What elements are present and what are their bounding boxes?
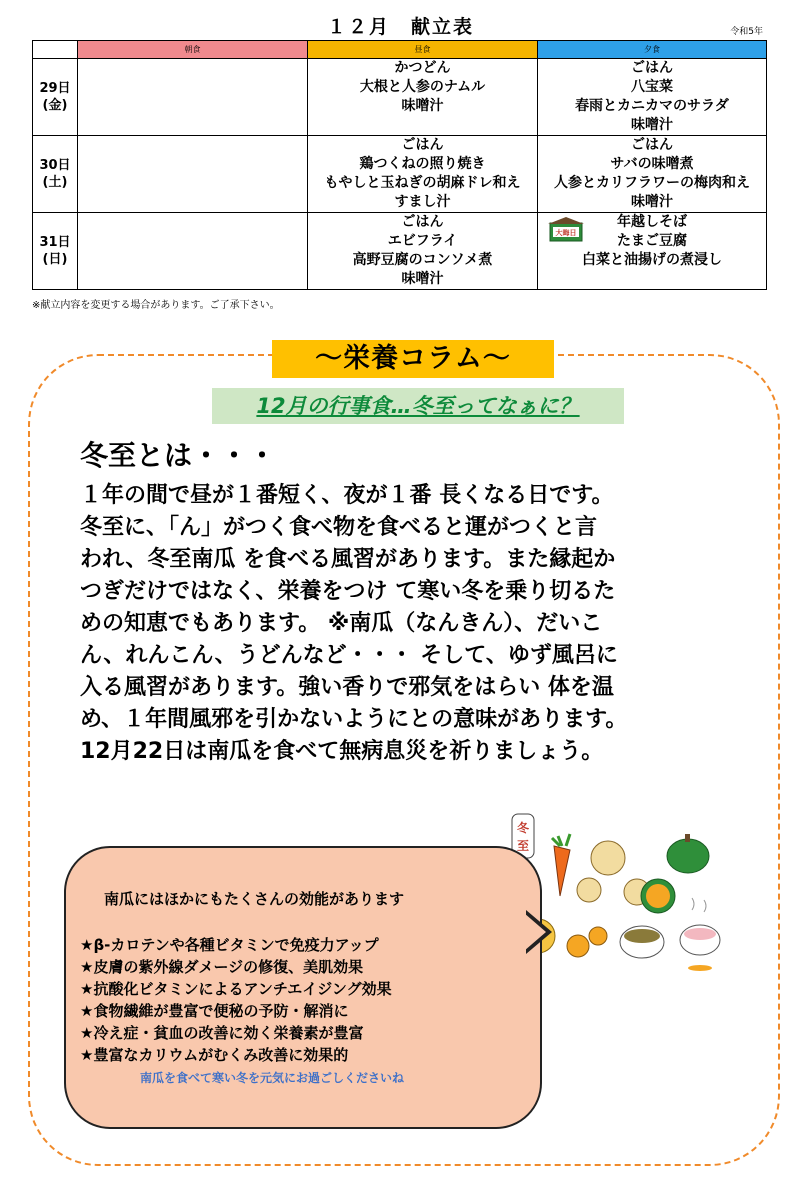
- table-row: [33, 136, 767, 213]
- day-weekday: (土): [42, 175, 68, 190]
- menu-item: 味噌汁: [401, 98, 444, 114]
- header-day: [33, 41, 78, 59]
- breakfast-cell: [78, 213, 308, 290]
- header-dinner: 夕食: [538, 41, 767, 59]
- menu-item: ごはん: [401, 214, 444, 230]
- column-subtitle: 12月の行事食…冬至ってなぁに？: [212, 388, 624, 424]
- menu-item: もやしと玉ねぎの胡麻ドレ和え: [324, 175, 521, 191]
- day-date: 31日: [39, 235, 71, 250]
- yuzu-icon: [567, 935, 589, 957]
- vegetables-illustration: [510, 808, 780, 983]
- header-breakfast: 朝食: [78, 41, 308, 59]
- lotus-root-icon: [591, 841, 625, 875]
- menu-item: ごはん: [401, 137, 444, 153]
- new-years-eve-badge-icon: [548, 217, 584, 243]
- lotus-root-icon: [577, 878, 601, 902]
- column-title: ～栄養コラム～: [272, 340, 554, 378]
- lunch-cell: [308, 136, 538, 213]
- carrot-icon: [552, 834, 570, 896]
- bubble-footer: 南瓜を食べて寒い冬を元気にお過ごしくださいね: [140, 1071, 405, 1085]
- menu-item: 鶏つくねの照り焼き: [359, 156, 486, 172]
- menu-header-row: [33, 41, 767, 59]
- body-line: 入る風習があります。強い香りで邪気をはらい 体を温: [80, 675, 614, 700]
- body-line: つぎだけではなく、栄養をつけ て寒い冬を乗り切るた: [80, 579, 616, 604]
- body-line: １年の間で昼が１番短く、夜が１番 長くなる日です。: [80, 483, 614, 508]
- dinner-cell: [538, 213, 767, 290]
- table-row: [33, 59, 767, 136]
- menu-item: ごはん: [631, 60, 673, 76]
- lunch-cell: [308, 59, 538, 136]
- column-body: [80, 480, 730, 768]
- menu-table: [32, 40, 767, 290]
- benefit-list: [80, 934, 392, 1066]
- day-date: 29日: [39, 81, 71, 96]
- yuzu-icon: [589, 927, 607, 945]
- list-item: ★皮膚の紫外線ダメージの修復、美肌効果: [80, 958, 364, 976]
- change-notice: ※献立内容を変更する場合があります。ご了承下さい。: [32, 300, 280, 311]
- menu-item: 味噌汁: [631, 117, 673, 133]
- list-item: ★食物繊維が豊富で便秘の予防・解消に: [80, 1002, 349, 1020]
- column-heading: 冬至とは・・・: [80, 439, 277, 472]
- illus-label-1: 冬: [516, 821, 530, 835]
- page-title: １２月 献立表: [326, 16, 474, 38]
- menu-item: 春雨とカニカマのサラダ: [575, 98, 729, 114]
- dinner-cell: [538, 59, 767, 136]
- menu-item: 白菜と油揚げの煮浸し: [582, 252, 722, 268]
- body-line: 冬至に、「ん」がつく食べ物を食べると運がつくと言: [80, 515, 598, 540]
- table-row: [33, 213, 767, 290]
- menu-item: 年越しそば: [617, 214, 687, 230]
- body-line: めの知恵でもあります。 ※南瓜（なんきん）、だいこ: [80, 611, 603, 636]
- list-item: ★抗酸化ビタミンによるアンチエイジング効果: [80, 980, 392, 998]
- day-cell: [33, 213, 78, 290]
- illus-label-2: 至: [516, 839, 530, 853]
- menu-item: かつどん: [394, 60, 451, 76]
- speech-bubble-tail-fill: [524, 913, 546, 951]
- list-item: ★豊富なカリウムがむくみ改善に効果的: [80, 1046, 349, 1064]
- day-weekday: (金): [42, 98, 68, 113]
- menu-item: サバの味噌煮: [610, 156, 694, 172]
- menu-item: 味噌汁: [631, 194, 673, 210]
- pumpkin-slice-icon: [641, 879, 675, 913]
- menu-item: 高野豆腐のコンソメ煮: [352, 252, 493, 268]
- menu-item: ごはん: [631, 137, 673, 153]
- body-line: ん、れんこん、うどんなど・・・ そして、ゆず風呂に: [80, 643, 618, 668]
- breakfast-cell: [78, 136, 308, 213]
- menu-item: 味噌汁: [401, 271, 444, 287]
- bubble-heading: 南瓜にはほかにもたくさんの効能があります: [104, 890, 405, 908]
- menu-item: 大根と人参のナムル: [359, 79, 486, 95]
- day-cell: [33, 136, 78, 213]
- body-line: め、１年間風邪を引かないようにとの意味があります。: [80, 707, 628, 732]
- list-item: ★β-カロテンや各種ビタミンで免疫力アップ: [80, 936, 379, 954]
- day-weekday: (日): [42, 252, 68, 267]
- era-label: 令和5年: [730, 27, 763, 37]
- body-line: 12月22日は南瓜を食べて無病息災を祈りましょう。: [80, 739, 604, 764]
- dinner-cell: [538, 136, 767, 213]
- body-line: われ、冬至南瓜 を食べる風習があります。また縁起か: [80, 547, 616, 572]
- day-date: 30日: [39, 158, 71, 173]
- menu-item: すまし汁: [394, 194, 451, 210]
- menu-item: 人参とカリフラワーの梅肉和え: [554, 175, 750, 191]
- header-lunch: 昼食: [308, 41, 538, 59]
- day-cell: [33, 59, 78, 136]
- lunch-cell: [308, 213, 538, 290]
- pumpkin-icon: [667, 834, 709, 873]
- menu-item: エビフライ: [387, 233, 458, 249]
- simmered-dish-icon: [620, 926, 664, 958]
- breakfast-cell: [78, 59, 308, 136]
- menu-item: たまご豆腐: [617, 233, 687, 249]
- badge-label: 大晦日: [555, 229, 577, 237]
- rice-porridge-icon: [680, 898, 720, 971]
- list-item: ★冷え症・貧血の改善に効く栄養素が豊富: [80, 1024, 364, 1042]
- menu-item: 八宝菜: [631, 79, 673, 95]
